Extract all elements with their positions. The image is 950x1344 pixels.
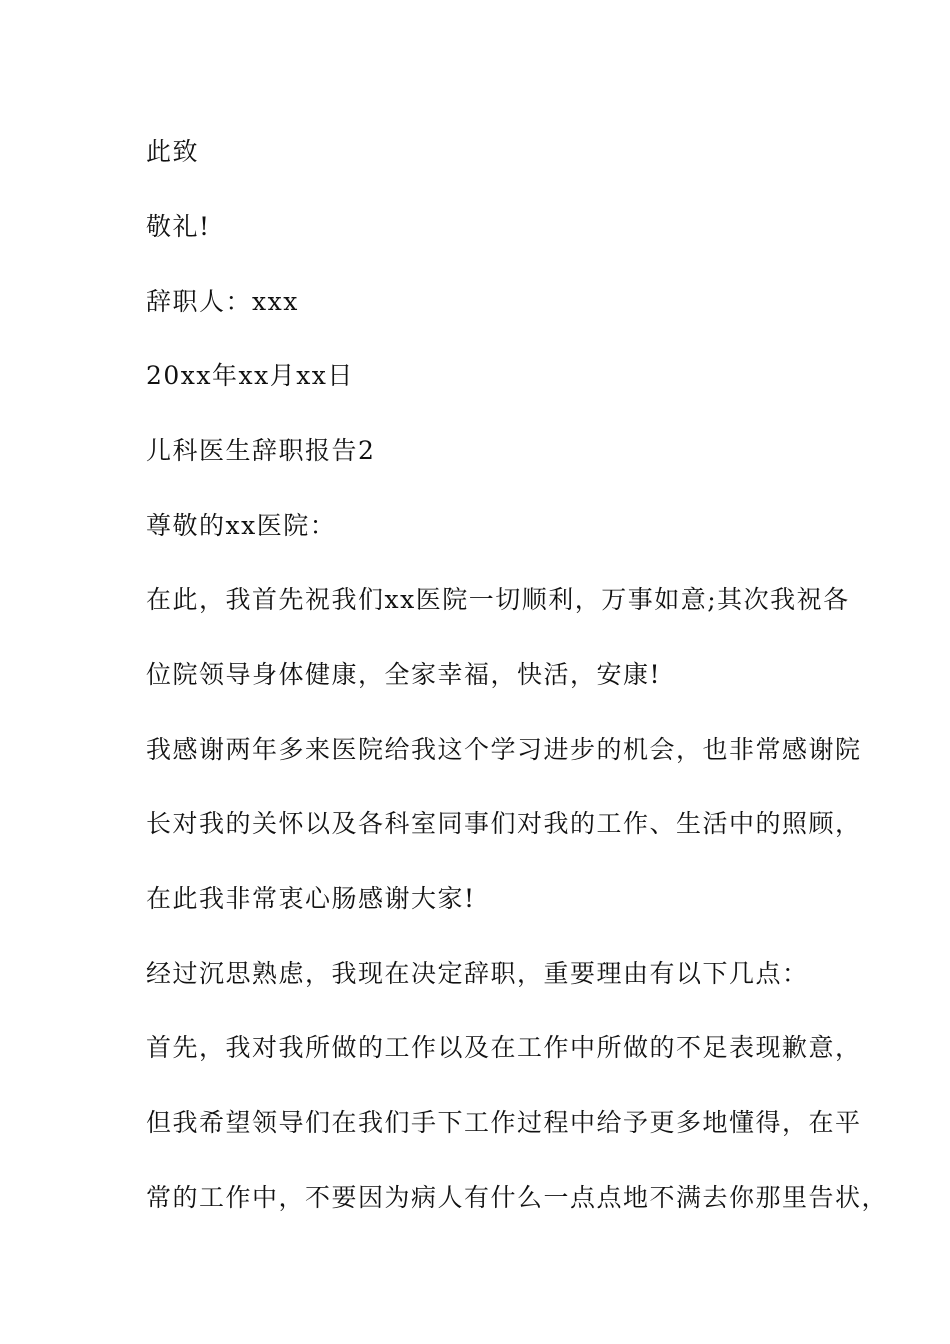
closing-salutation: 此致 (146, 137, 200, 166)
section-title: 儿科医生辞职报告2 (146, 436, 376, 465)
paragraph-line: 常的工作中，不要因为病人有什么一点点地不满去你那里告状， (146, 1183, 889, 1212)
paragraph-line: 在此我非常衷心肠感谢大家! (146, 884, 476, 913)
date-line: 20xx年xx月xx日 (146, 361, 354, 390)
paragraph-line: 首先，我对我所做的工作以及在工作中所做的不足表现歉意， (146, 1033, 862, 1062)
paragraph-line: 我感谢两年多来医院给我这个学习进步的机会，也非常感谢院 (146, 735, 862, 764)
signature-line: 辞职人：xxx (146, 287, 299, 316)
paragraph-line: 但我希望领导们在我们手下工作过程中给予更多地懂得，在平 (146, 1108, 862, 1137)
paragraph-line: 位院领导身体健康，全家幸福，快活，安康! (146, 660, 662, 689)
closing-regards: 敬礼! (146, 212, 211, 241)
greeting-line: 尊敬的xx医院： (146, 511, 337, 540)
paragraph-line: 在此，我首先祝我们xx医院一切顺利，万事如意;其次我祝各 (146, 585, 850, 614)
paragraph-line: 长对我的关怀以及各科室同事们对我的工作、生活中的照顾， (146, 809, 862, 838)
paragraph-line: 经过沉思熟虑，我现在决定辞职，重要理由有以下几点： (146, 959, 809, 988)
